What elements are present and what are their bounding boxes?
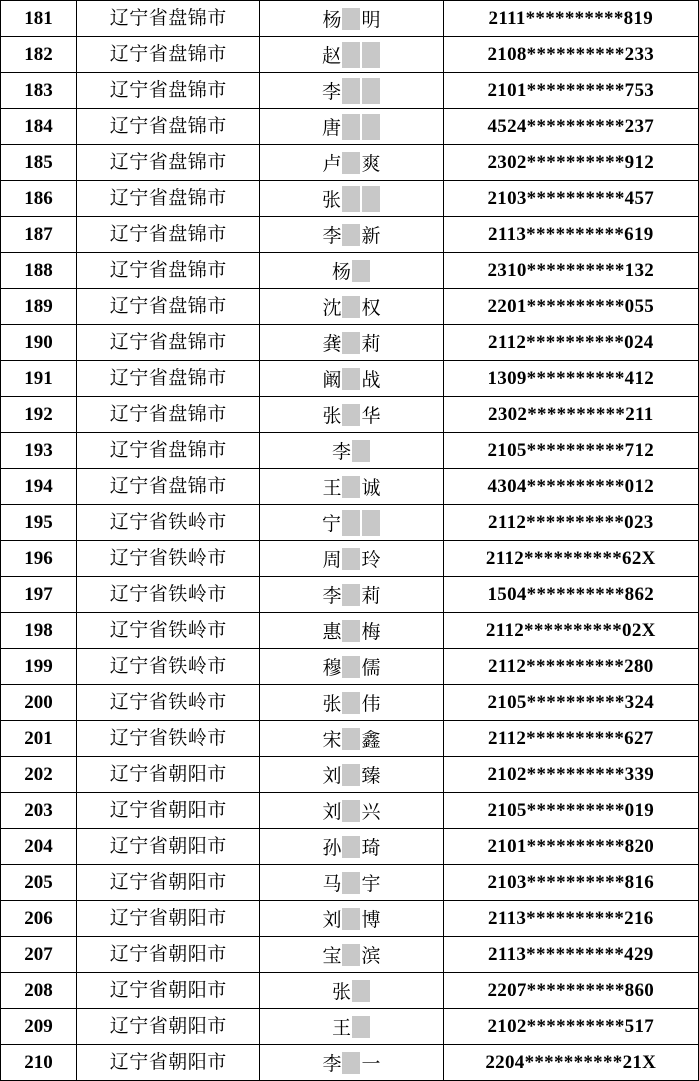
row-index-cell: 195 [1,505,77,541]
region-cell: 辽宁省盘锦市 [77,37,260,73]
name-cell [260,325,443,361]
name-suffix: 博 [361,909,381,931]
name-prefix: 李 [322,225,342,247]
table-row [1,469,699,505]
name-suffix: 一 [361,1053,381,1075]
redaction-mask [362,114,380,140]
redaction-mask [342,908,360,930]
table-row [1,73,699,109]
name-prefix: 张 [322,405,342,427]
name-cell [260,793,443,829]
id-number-cell: 2310**********132 [443,253,698,289]
name-prefix: 张 [331,981,351,1003]
redaction-mask [342,78,360,104]
redaction-mask [342,620,360,642]
table-row [1,505,699,541]
name-prefix: 宋 [322,729,342,751]
name-prefix: 刘 [322,765,342,787]
name-prefix: 刘 [322,909,342,931]
row-index-cell: 202 [1,757,77,793]
row-index-cell: 185 [1,145,77,181]
roster-table-body [1,1,699,1081]
region-cell: 辽宁省盘锦市 [77,109,260,145]
id-number-cell: 2113**********216 [443,901,698,937]
name-wrapper [332,260,371,282]
name-prefix: 王 [322,477,342,499]
redaction-mask [342,8,360,30]
name-cell [260,577,443,613]
id-number-cell: 2302**********211 [443,397,698,433]
name-suffix: 莉 [361,585,381,607]
region-cell: 辽宁省朝阳市 [77,865,260,901]
table-row [1,685,699,721]
name-prefix: 唐 [321,117,341,139]
region-cell: 辽宁省盘锦市 [77,73,260,109]
id-number-cell: 2101**********753 [443,73,698,109]
table-row [1,1009,699,1045]
name-suffix: 宇 [361,873,381,895]
name-cell [260,541,443,577]
row-index-cell: 192 [1,397,77,433]
row-index-cell: 183 [1,73,77,109]
name-prefix: 周 [322,549,342,571]
row-index-cell: 210 [1,1045,77,1081]
table-row [1,973,699,1009]
id-number-cell: 2113**********429 [443,937,698,973]
name-suffix: 明 [361,9,381,31]
name-cell [260,649,443,685]
name-suffix: 新 [361,225,381,247]
name-prefix: 惠 [322,621,342,643]
redaction-mask [342,872,360,894]
name-wrapper [322,548,380,570]
row-index-cell: 201 [1,721,77,757]
name-suffix: 权 [361,297,381,319]
id-number-cell: 2112**********02X [443,613,698,649]
region-cell: 辽宁省盘锦市 [77,217,260,253]
redaction-mask [342,692,360,714]
name-cell [260,73,443,109]
name-prefix: 孙 [322,837,342,859]
name-prefix: 宁 [321,513,341,535]
redaction-mask [342,404,360,426]
redaction-mask [342,656,360,678]
table-row [1,757,699,793]
row-index-cell: 182 [1,37,77,73]
redaction-mask [342,152,360,174]
name-wrapper [322,728,380,750]
region-cell: 辽宁省盘锦市 [77,397,260,433]
id-number-cell: 2105**********324 [443,685,698,721]
table-row [1,217,699,253]
row-index-cell: 194 [1,469,77,505]
name-cell [260,937,443,973]
id-number-cell: 2105**********019 [443,793,698,829]
id-number-cell: 2112**********023 [443,505,698,541]
id-number-cell: 4304**********012 [443,469,698,505]
name-suffix: 兴 [361,801,381,823]
name-prefix: 沈 [322,297,342,319]
name-wrapper [322,8,380,30]
table-row [1,1045,699,1081]
region-cell: 辽宁省盘锦市 [77,253,260,289]
region-cell: 辽宁省铁岭市 [77,649,260,685]
region-cell: 辽宁省盘锦市 [77,361,260,397]
region-cell: 辽宁省盘锦市 [77,1,260,37]
name-suffix: 玲 [361,549,381,571]
name-wrapper [322,656,380,678]
region-cell: 辽宁省铁岭市 [77,505,260,541]
redaction-mask [342,800,360,822]
redaction-mask [342,368,360,390]
row-index-cell: 193 [1,433,77,469]
region-cell: 辽宁省朝阳市 [77,1045,260,1081]
name-wrapper [322,510,381,536]
region-cell: 辽宁省朝阳市 [77,757,260,793]
region-cell: 辽宁省朝阳市 [77,1009,260,1045]
id-number-cell: 2102**********517 [443,1009,698,1045]
name-wrapper [322,692,380,714]
name-cell [260,469,443,505]
row-index-cell: 197 [1,577,77,613]
name-wrapper [322,114,381,140]
name-wrapper [332,980,371,1002]
region-cell: 辽宁省朝阳市 [77,901,260,937]
row-index-cell: 189 [1,289,77,325]
name-cell [260,361,443,397]
name-suffix: 儒 [361,657,381,679]
table-row [1,181,699,217]
name-prefix: 王 [331,1017,351,1039]
region-cell: 辽宁省铁岭市 [77,577,260,613]
region-cell: 辽宁省盘锦市 [77,289,260,325]
table-row [1,865,699,901]
name-wrapper [322,944,380,966]
table-row [1,937,699,973]
name-wrapper [322,296,380,318]
id-number-cell: 2201**********055 [443,289,698,325]
name-prefix: 穆 [322,657,342,679]
redaction-mask [342,728,360,750]
table-row [1,325,699,361]
name-cell [260,181,443,217]
table-row [1,109,699,145]
id-number-cell: 2102**********339 [443,757,698,793]
region-cell: 辽宁省盘锦市 [77,469,260,505]
row-index-cell: 184 [1,109,77,145]
redaction-mask [362,78,380,104]
name-wrapper [322,224,380,246]
id-number-cell: 2103**********816 [443,865,698,901]
redaction-mask [342,224,360,246]
name-cell [260,721,443,757]
name-prefix: 宝 [322,945,342,967]
table-row [1,829,699,865]
table-row [1,649,699,685]
name-suffix: 华 [361,405,381,427]
table-row [1,793,699,829]
name-cell [260,973,443,1009]
name-suffix: 琦 [361,837,381,859]
region-cell: 辽宁省朝阳市 [77,829,260,865]
name-wrapper [322,42,381,68]
id-number-cell: 2302**********912 [443,145,698,181]
redaction-mask [342,510,360,536]
region-cell: 辽宁省盘锦市 [77,325,260,361]
name-wrapper [322,908,380,930]
table-row [1,577,699,613]
name-prefix: 龚 [322,333,342,355]
name-cell [260,37,443,73]
name-prefix: 张 [322,693,342,715]
name-prefix: 刘 [322,801,342,823]
row-index-cell: 209 [1,1009,77,1045]
name-wrapper [322,836,380,858]
row-index-cell: 181 [1,1,77,37]
row-index-cell: 196 [1,541,77,577]
region-cell: 辽宁省铁岭市 [77,541,260,577]
name-suffix: 爽 [361,153,381,175]
name-wrapper [322,78,381,104]
id-number-cell: 2112**********024 [443,325,698,361]
name-wrapper [322,476,380,498]
name-suffix: 莉 [361,333,381,355]
id-number-cell: 2113**********619 [443,217,698,253]
name-prefix: 赵 [321,45,341,67]
name-cell [260,685,443,721]
name-cell [260,145,443,181]
id-number-cell: 2204**********21X [443,1045,698,1081]
name-cell [260,613,443,649]
name-prefix: 李 [331,441,351,463]
name-wrapper [322,872,380,894]
region-cell: 辽宁省朝阳市 [77,937,260,973]
row-index-cell: 186 [1,181,77,217]
region-cell: 辽宁省朝阳市 [77,973,260,1009]
region-cell: 辽宁省盘锦市 [77,145,260,181]
name-cell [260,289,443,325]
redaction-mask [342,186,360,212]
row-index-cell: 208 [1,973,77,1009]
redaction-mask [342,114,360,140]
id-number-cell: 2111**********819 [443,1,698,37]
id-number-cell: 2108**********233 [443,37,698,73]
name-wrapper [322,584,380,606]
name-wrapper [322,404,380,426]
id-number-cell: 1504**********862 [443,577,698,613]
name-suffix: 滨 [361,945,381,967]
id-number-cell: 2207**********860 [443,973,698,1009]
name-prefix: 李 [322,1053,342,1075]
redaction-mask [342,944,360,966]
id-number-cell: 2112**********62X [443,541,698,577]
region-cell: 辽宁省盘锦市 [77,433,260,469]
row-index-cell: 187 [1,217,77,253]
redaction-mask [342,42,360,68]
redaction-mask [342,548,360,570]
name-cell [260,253,443,289]
redaction-mask [352,1016,370,1038]
name-suffix: 伟 [361,693,381,715]
table-row [1,721,699,757]
region-cell: 辽宁省朝阳市 [77,793,260,829]
table-row [1,37,699,73]
name-wrapper [322,152,380,174]
name-suffix: 臻 [361,765,381,787]
redaction-mask [362,510,380,536]
name-cell [260,397,443,433]
name-wrapper [322,332,380,354]
name-wrapper [322,764,380,786]
redaction-mask [342,764,360,786]
name-prefix: 马 [322,873,342,895]
name-prefix: 李 [322,585,342,607]
redaction-mask [362,186,380,212]
table-row [1,613,699,649]
row-index-cell: 191 [1,361,77,397]
region-cell: 辽宁省盘锦市 [77,181,260,217]
id-number-cell: 2112**********280 [443,649,698,685]
name-wrapper [322,186,381,212]
name-wrapper [322,368,380,390]
row-index-cell: 207 [1,937,77,973]
row-index-cell: 206 [1,901,77,937]
table-row [1,253,699,289]
name-cell [260,505,443,541]
name-cell [260,217,443,253]
row-index-cell: 199 [1,649,77,685]
name-prefix: 阚 [322,369,342,391]
name-cell [260,433,443,469]
table-row [1,289,699,325]
region-cell: 辽宁省铁岭市 [77,613,260,649]
redaction-mask [342,836,360,858]
region-cell: 辽宁省铁岭市 [77,721,260,757]
name-wrapper [332,440,371,462]
id-number-cell: 1309**********412 [443,361,698,397]
row-index-cell: 205 [1,865,77,901]
name-suffix: 鑫 [361,729,381,751]
table-row [1,433,699,469]
name-prefix: 张 [321,189,341,211]
table-row [1,901,699,937]
name-cell [260,901,443,937]
row-index-cell: 200 [1,685,77,721]
row-index-cell: 190 [1,325,77,361]
redaction-mask [342,476,360,498]
redaction-mask [352,980,370,1002]
row-index-cell: 203 [1,793,77,829]
redaction-mask [342,332,360,354]
id-number-cell: 4524**********237 [443,109,698,145]
name-cell [260,757,443,793]
name-cell [260,109,443,145]
name-cell [260,829,443,865]
row-index-cell: 204 [1,829,77,865]
table-row [1,1,699,37]
id-number-cell: 2101**********820 [443,829,698,865]
name-wrapper [322,620,380,642]
name-wrapper [332,1016,371,1038]
table-row [1,361,699,397]
id-number-cell: 2103**********457 [443,181,698,217]
redaction-mask [352,440,370,462]
redaction-mask [342,296,360,318]
name-prefix: 卢 [322,153,342,175]
name-cell [260,865,443,901]
table-row [1,397,699,433]
region-cell: 辽宁省铁岭市 [77,685,260,721]
table-row [1,541,699,577]
redaction-mask [362,42,380,68]
name-suffix: 诚 [361,477,381,499]
name-wrapper [322,800,380,822]
name-cell [260,1009,443,1045]
table-row [1,145,699,181]
id-number-cell: 2105**********712 [443,433,698,469]
name-cell [260,1045,443,1081]
name-suffix: 梅 [361,621,381,643]
name-cell [260,1,443,37]
name-prefix: 杨 [331,261,351,283]
row-index-cell: 198 [1,613,77,649]
name-suffix: 战 [361,369,381,391]
id-number-cell: 2112**********627 [443,721,698,757]
name-prefix: 李 [321,81,341,103]
redaction-mask [352,260,370,282]
name-prefix: 杨 [322,9,342,31]
row-index-cell: 188 [1,253,77,289]
redaction-mask [342,584,360,606]
